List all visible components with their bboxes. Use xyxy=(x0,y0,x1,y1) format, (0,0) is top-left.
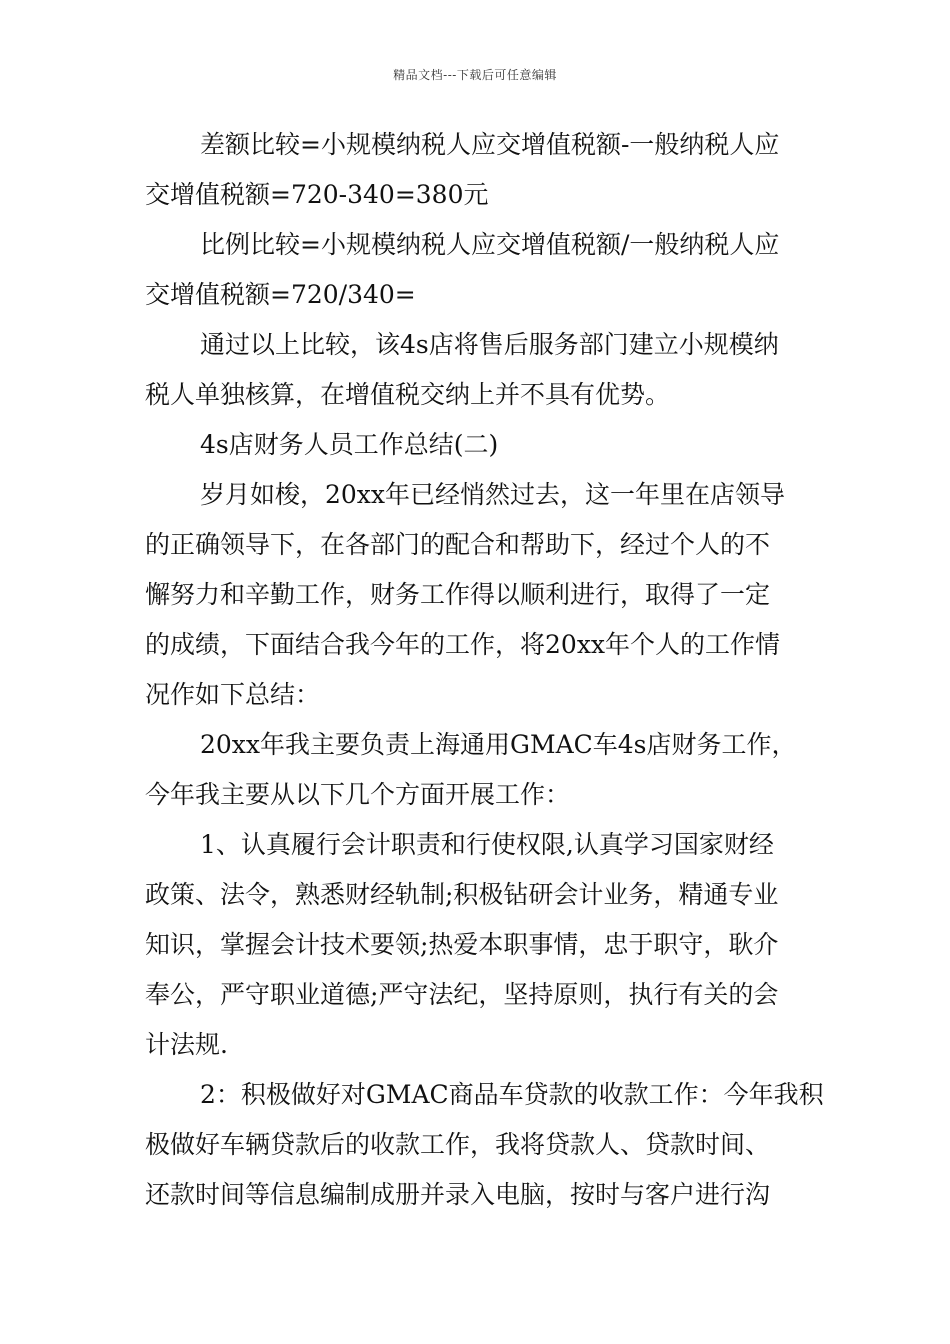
paragraph-line: 知识，掌握会计技术要领;热爱本职事情，忠于职守，耿介 xyxy=(145,930,779,959)
paragraph-difference-comparison xyxy=(145,120,807,220)
paragraph-line: 比例比较=小规模纳税人应交增值税额/一般纳税人应 xyxy=(200,230,780,259)
paragraph-line: 的正确领导下，在各部门的配合和帮助下，经过个人的不 xyxy=(145,530,771,559)
paragraph-line: 通过以上比较，该4s店将售后服务部门建立小规模纳 xyxy=(200,330,779,359)
paragraph-line: 税人单独核算，在增值税交纳上并不具有优势。 xyxy=(145,380,671,409)
paragraph-line: 况作如下总结： xyxy=(145,680,321,709)
paragraph-conclusion xyxy=(145,320,807,420)
paragraph-intro xyxy=(145,470,807,720)
paragraph-responsibility xyxy=(145,720,807,820)
paragraph-ratio-comparison xyxy=(145,220,807,320)
paragraph-line: 的成绩，下面结合我今年的工作，将20xx年个人的工作情 xyxy=(145,630,781,659)
paragraph-line: 今年我主要从以下几个方面开展工作： xyxy=(145,780,571,809)
paragraph-line: 政策、法令，熟悉财经轨制;积极钻研会计业务，精通专业 xyxy=(145,880,779,909)
paragraph-item-2 xyxy=(145,1070,824,1220)
paragraph-line: 差额比较=小规模纳税人应交增值税额-一般纳税人应 xyxy=(200,130,780,159)
section-title xyxy=(145,420,807,470)
paragraph-item-1 xyxy=(145,820,807,1070)
paragraph-line: 奉公，严守职业道德;严守法纪，坚持原则，执行有关的会 xyxy=(145,980,779,1009)
paragraph-line: 懈努力和辛勤工作，财务工作得以顺利进行，取得了一定 xyxy=(145,580,771,609)
paragraph-line: 交增值税额=720/340= xyxy=(145,280,416,309)
paragraph-line: 极做好车辆贷款后的收款工作，我将贷款人、贷款时间、 xyxy=(145,1130,771,1159)
page-header: 精品文档---下载后可任意编辑 xyxy=(393,68,557,82)
paragraph-line: 计法规. xyxy=(145,1030,228,1059)
document-body xyxy=(145,120,824,1220)
section-title-text: 4s店财务人员工作总结(二) xyxy=(200,430,499,459)
paragraph-line: 还款时间等信息编制成册并录入电脑，按时与客户进行沟 xyxy=(145,1180,771,1209)
paragraph-line: 岁月如梭，20xx年已经悄然过去，这一年里在店领导 xyxy=(200,480,786,509)
paragraph-line: 1、认真履行会计职责和行使权限,认真学习国家财经 xyxy=(200,830,774,859)
paragraph-line: 20xx年我主要负责上海通用GMAC车4s店财务工作， xyxy=(200,730,797,759)
paragraph-line: 交增值税额=720-340=380元 xyxy=(145,180,489,209)
paragraph-line: 2：积极做好对GMAC商品车贷款的收款工作：今年我积 xyxy=(200,1080,824,1109)
